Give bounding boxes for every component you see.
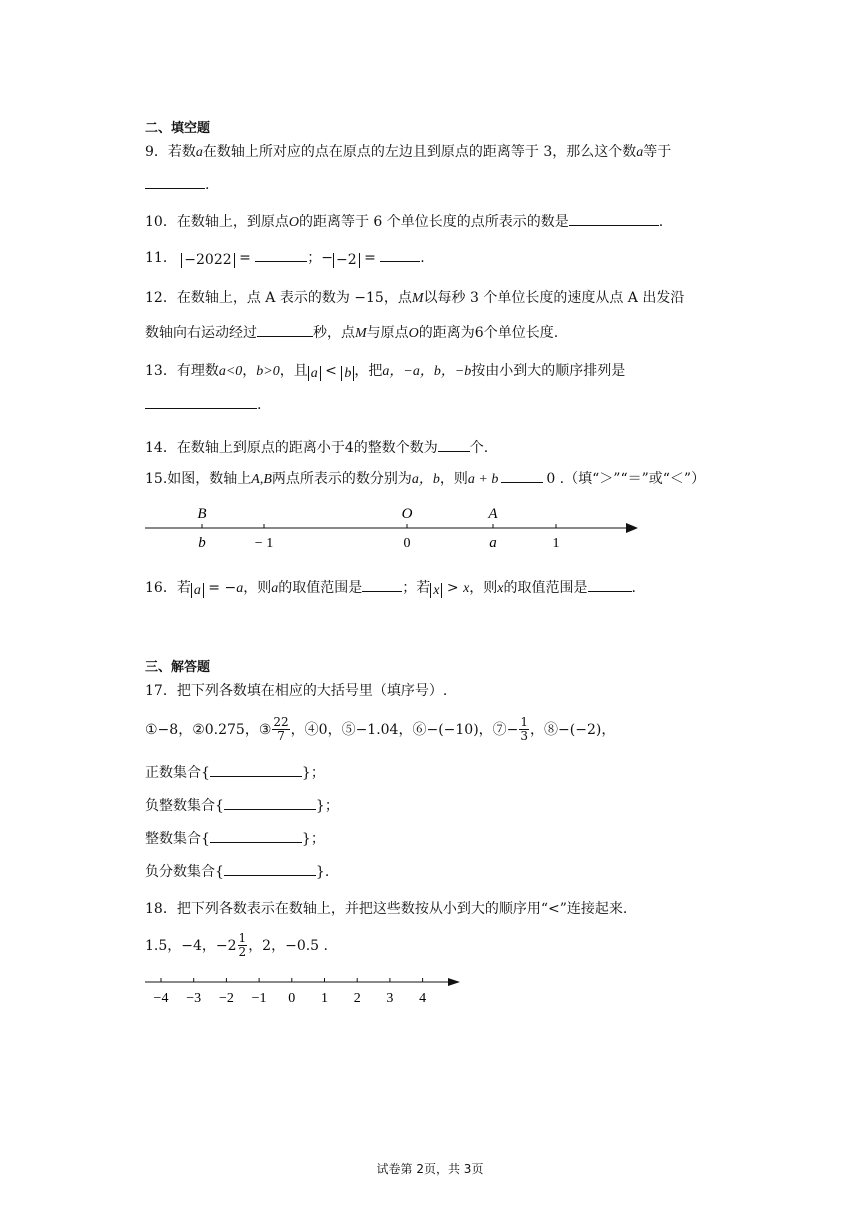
q18-fraction-1-2 <box>238 932 248 959</box>
q12-text-3: 数轴向右运动经过 <box>145 325 257 341</box>
q17-set-negative-integer <box>145 795 339 815</box>
question-12-line-1 <box>145 287 684 307</box>
question-10 <box>145 211 663 231</box>
q18-tick-label-1: −3 <box>186 991 202 1006</box>
q17-set3-label: 整数集合{ <box>145 831 210 847</box>
q12-text-2: 以每秒 3 个单位长度的速度从点 A 出发沿 <box>423 290 685 306</box>
q17-set1-end: }； <box>301 765 325 781</box>
q13-text-1: 有理数 <box>176 363 219 379</box>
q11-eq-2: = <box>359 250 381 266</box>
q16-text-6: 的取值范围是 <box>503 580 588 596</box>
q12-text-4: 秒，点 <box>313 325 355 341</box>
q11-blank-2[interactable] <box>380 249 420 262</box>
q16-var-x: x <box>463 581 470 596</box>
q18-tick-label-0: −4 <box>153 991 169 1006</box>
q17-set4-end: }. <box>315 864 330 880</box>
question-18 <box>145 898 627 918</box>
q15-blank[interactable] <box>501 470 543 483</box>
q16-gt: > <box>442 580 464 596</box>
q16-eq: = − <box>203 580 237 596</box>
question-12-line-2 <box>145 322 558 342</box>
q11-minus: − <box>321 250 334 266</box>
q16-blank-1[interactable] <box>362 579 402 592</box>
q15-values: a，b <box>411 472 440 487</box>
q16-abs-a: a <box>191 583 204 598</box>
q15-text-3: ，则 <box>439 471 468 487</box>
q15-expr: a + b <box>467 472 499 487</box>
q18-text: 把下列各数表示在数轴上，并把这些数按从小到大的顺序用“<”连接起来. <box>176 901 628 917</box>
q18-frac-num: 1 <box>238 930 247 945</box>
question-16 <box>145 577 636 598</box>
q18-numbers-1: 1.5，−4，−2 <box>145 938 237 954</box>
q16-text-1: 若 <box>176 580 191 596</box>
q11-blank-1[interactable] <box>255 249 307 262</box>
q17-set-positive <box>145 762 325 782</box>
q13-blank[interactable] <box>145 396 257 409</box>
question-13 <box>145 360 625 381</box>
q17-frac1-num: 22 <box>273 714 289 729</box>
q16-text-4: ；若 <box>402 580 431 596</box>
page-footer: 试卷第 2页，共 3页 <box>376 1162 484 1176</box>
q18-numbers-2: ，2，−0.5 . <box>248 938 328 954</box>
q11-abs-expr-1: −2022 <box>181 253 234 268</box>
q13-abs-b: b <box>341 366 354 381</box>
q13-text-4: 按由小到大的顺序排列是 <box>471 363 626 379</box>
q12-text-1: 在数轴上，点 A 表示的数为 −15，点 <box>176 290 412 306</box>
q15-text-1: 如图，数轴上 <box>167 471 252 487</box>
q17-set2-label: 负整数集合{ <box>145 798 224 814</box>
q15-label-0: 0 <box>403 536 411 551</box>
q16-text-3: 的取值范围是 <box>278 580 363 596</box>
q9-var-a: a <box>195 145 203 160</box>
q16-var-a: a <box>236 581 244 596</box>
q12-var-m2: M <box>355 326 367 341</box>
q18-tick-label-4: 0 <box>288 991 296 1006</box>
q18-tick-label-6: 2 <box>353 991 361 1006</box>
q18-tick-label-5: 1 <box>321 991 328 1006</box>
q13-cond-2: b>0 <box>256 364 280 379</box>
q16-end: . <box>631 580 636 596</box>
q17-set1-blank[interactable] <box>210 764 302 777</box>
q13-cond-1: a<0 <box>218 364 243 379</box>
q9-var-a2: a <box>636 145 644 160</box>
q15-label-b: b <box>198 535 206 551</box>
q12-var-o: O <box>408 326 419 341</box>
q15-label-A: A <box>488 506 498 522</box>
q12-number: 12． <box>145 290 177 306</box>
q12-blank[interactable] <box>257 324 313 337</box>
q17-number-list <box>145 711 615 747</box>
q9-end: . <box>205 177 210 193</box>
q18-frac-den: 2 <box>238 944 247 959</box>
q11-eq-1: = <box>234 250 256 266</box>
q16-blank-2[interactable] <box>588 579 632 592</box>
q15-label-a: a <box>489 535 497 551</box>
q13-number: 13． <box>145 363 177 379</box>
q18-tick-label-7: 3 <box>386 991 394 1006</box>
q15-number-line <box>140 500 650 560</box>
q17-set2-end: }； <box>315 798 339 814</box>
q18-number-line[interactable] <box>140 970 470 1012</box>
q17-set4-blank[interactable] <box>224 863 316 876</box>
q13-lt: < <box>320 363 342 379</box>
q13-sep: ， <box>242 363 257 379</box>
q17-set3-blank[interactable] <box>210 830 302 843</box>
q13-abs-a: a <box>308 366 321 381</box>
q9-text-3: 等于 <box>643 144 672 160</box>
q18-number-list <box>145 928 328 962</box>
q10-end: . <box>658 214 664 230</box>
q17-items-2: ，④0，⑤−1.04，⑥−(−10)，⑦− <box>290 722 519 738</box>
q18-axis-arrow <box>448 978 460 986</box>
q17-fraction-1-3 <box>519 716 529 743</box>
q17-number: 17． <box>145 683 177 699</box>
q16-text-5: ，则 <box>469 580 498 596</box>
section-title-answer: 三、解答题 <box>145 660 211 675</box>
q13-text-2: ，且 <box>279 363 308 379</box>
q14-number: 14． <box>145 440 177 456</box>
q17-frac1-den: 7 <box>277 728 285 743</box>
q15-points: A,B <box>251 472 272 487</box>
q14-end: 个. <box>469 440 489 456</box>
q17-items-1: ①−8，②0.275，③ <box>145 722 272 738</box>
q10-var-o: O <box>288 215 299 230</box>
q10-blank[interactable] <box>569 213 659 226</box>
q17-items-3: ，⑧−(−2)， <box>530 722 616 738</box>
q17-set4-label: 负分数集合{ <box>145 864 224 880</box>
q12-var-m: M <box>411 291 424 306</box>
q13-text-3: ，把 <box>354 363 383 379</box>
q16-var-x2: x <box>497 581 504 596</box>
q13-list: a，−a，b，−b <box>382 364 472 379</box>
q17-frac2-den: 3 <box>520 728 529 743</box>
q17-set1-label: 正数集合{ <box>145 765 210 781</box>
q14-text: 在数轴上到原点的距离小于4的整数个数为 <box>176 440 438 456</box>
question-15 <box>145 468 705 488</box>
question-14 <box>145 437 488 457</box>
q15-label-1: 1 <box>552 536 560 551</box>
question-11 <box>145 247 425 268</box>
q15-number: 15. <box>145 471 168 487</box>
q17-frac2-num: 1 <box>520 714 529 729</box>
section-title-fill: 二、填空题 <box>145 121 211 136</box>
q18-tick-label-8: 4 <box>419 991 427 1006</box>
q16-abs-x: x <box>430 583 442 598</box>
q13-answer-line <box>145 396 261 413</box>
q17-set-integer <box>145 828 325 848</box>
q11-end: . <box>420 250 425 266</box>
q9-answer-line <box>145 176 209 193</box>
q17-set3-end: }； <box>301 831 325 847</box>
question-17 <box>145 680 447 700</box>
q15-text-2: 两点所表示的数分别为 <box>271 471 412 487</box>
q17-set2-blank[interactable] <box>224 797 316 810</box>
q9-text-2: 在数轴上所对应的点在原点的左边且到原点的距离等于 3，那么这个数 <box>202 144 637 160</box>
q16-number: 16． <box>145 580 177 596</box>
q18-tick-label-3: −1 <box>251 991 267 1006</box>
q16-var-a2: a <box>271 581 279 596</box>
q9-number: 9． <box>145 144 168 160</box>
q15-label-minus1: − 1 <box>254 536 274 551</box>
q11-sep: ； <box>307 250 322 266</box>
q16-text-2: ，则 <box>243 580 272 596</box>
q14-blank[interactable] <box>438 439 470 452</box>
q15-label-O: O <box>401 506 413 522</box>
q11-abs-expr-2: −2 <box>333 253 360 268</box>
q15-label-B: B <box>197 506 207 522</box>
q10-text-2: 的距离等于 6 个单位长度的点所表示的数是 <box>298 214 569 230</box>
q18-number: 18． <box>145 901 177 917</box>
q10-text-1: 在数轴上，到原点 <box>176 214 289 230</box>
q12-text-6: 的距离为6个单位长度. <box>418 325 559 341</box>
q17-set-negative-fraction <box>145 861 329 881</box>
q11-number: 11． <box>145 250 177 266</box>
q9-blank[interactable] <box>145 176 205 189</box>
q9-text-1: 若数 <box>167 144 196 160</box>
q13-end: . <box>257 397 262 413</box>
q15-axis-arrow <box>626 523 638 533</box>
question-9 <box>145 141 671 161</box>
q17-text: 把下列各数填在相应的大括号里（填序号）. <box>176 683 448 699</box>
q15-text-4: 0 .（填“＞”“＝”或“＜”） <box>546 471 706 487</box>
q12-text-5: 与原点 <box>366 325 409 341</box>
q17-fraction-22-7 <box>272 716 289 743</box>
q10-number: 10． <box>145 214 177 230</box>
q18-tick-label-2: −2 <box>218 991 234 1006</box>
